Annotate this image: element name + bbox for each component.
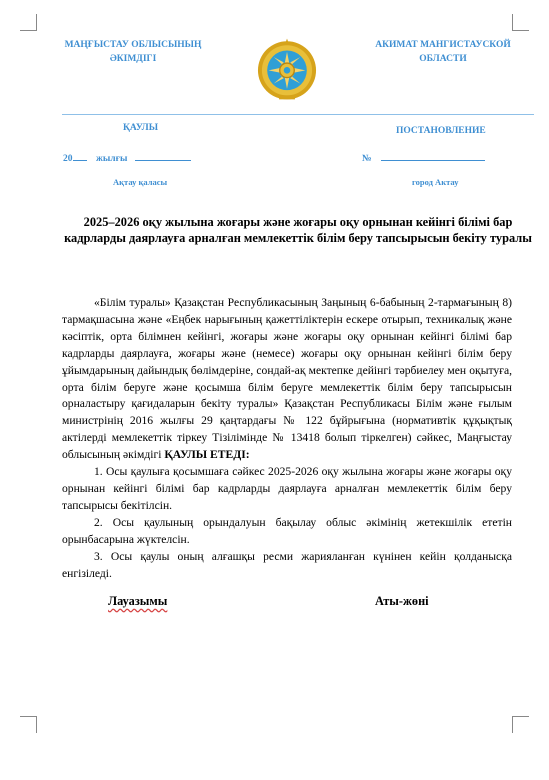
signature-position: Лауазымы (108, 594, 168, 608)
header-org-russian: АКИМАТ МАНГИСТАУСКОЙ ОБЛАСТИ (375, 40, 511, 64)
doc-type-russian: ПОСТАНОВЛЕНИЕ (396, 126, 486, 136)
doc-type-kazakh: ҚАУЛЫ (123, 123, 159, 133)
crop-mark-top-right (512, 14, 529, 31)
date-line (63, 151, 191, 164)
city-kazakh: Ақтау қаласы (113, 177, 168, 187)
city-russian: город Актау (412, 177, 459, 187)
document-body (62, 295, 512, 582)
number-sign: № (362, 154, 372, 164)
preamble-text: «Білім туралы» Қазақстан Республикасының Заңының 6-бабының 2-тармағының 8) тармақшасына және «Еңбек нарығының қажеттіліктерін ескере отырып, техникалық және кәсіптік, орта білімнен кейінгі, жоғары және жоғары оқу орнынан кейінгі білімі бар кадрларды даярлауға, жоғары және (немесе) жоғары оқу орнынан кейінгі білім беру ұйымдарының дайындық бөлімдеріне, сондай-ақ мектепке дейінгі тәрбиелеу мен оқытуға, орта білім беруге және қосымша білім беруге мемлекеттік білім беру тапсырысын орналастыру қағидаларын бекіту туралы» Қазақстан Республикасы Білім және ғылым министрінің 2016 жылғы 29 қаңтардағы № 122 бұйрығына (нормативтік құқықтық актілерді мемлекеттік тіркеу Тізілімінде № 13418 болып тіркелген) сәйкес, Маңғыстау облысының әкімдігі (62, 296, 512, 462)
preamble-paragraph (62, 295, 512, 464)
crop-mark-top-left (20, 14, 37, 31)
crop-mark-bottom-right (512, 716, 529, 733)
date-prefix: 20 (63, 154, 73, 164)
date-suffix: жылғы (96, 154, 128, 164)
decree-item-1: 1. Осы қаулыға қосымшаға сәйкес 2025-2026 оқу жылына жоғары және жоғары оқу орнынан кейінгі білімі бар кадрларды даярлауға арналған мемлекеттік білім беру тапсырысы бекітілсін. (62, 465, 512, 512)
decree-item-3: 3. Осы қаулы оның алғашқы ресми жарияланған күнінен кейін қолданысқа енгізіледі. (62, 549, 512, 580)
number-line (362, 151, 485, 164)
header-divider (62, 114, 534, 115)
number-blank (381, 151, 485, 161)
year-blank (73, 151, 87, 161)
crop-mark-bottom-left (20, 716, 37, 733)
document-title: 2025–2026 оқу жылына жоғары және жоғары оқу орнынан кейінгі білімі бар кадрларды даярлауға арналған мемлекеттік білім беру тапсырысын бекіту туралы (64, 215, 532, 245)
header-org-kazakh: МАҢҒЫСТАУ ОБЛЫСЫНЫҢ ӘКІМДІГІ (64, 40, 202, 64)
kazakhstan-emblem-icon (254, 36, 320, 102)
decree-item-2: 2. Осы қаулының орындалуын бақылау облыс әкімінің жетекшілік ететін орынбасарына жүктелсін. (62, 515, 512, 546)
decree-phrase: ҚАУЛЫ ЕТЕДІ: (164, 448, 250, 462)
signature-name: Аты-жөні (375, 594, 429, 608)
date-blank (135, 151, 191, 161)
